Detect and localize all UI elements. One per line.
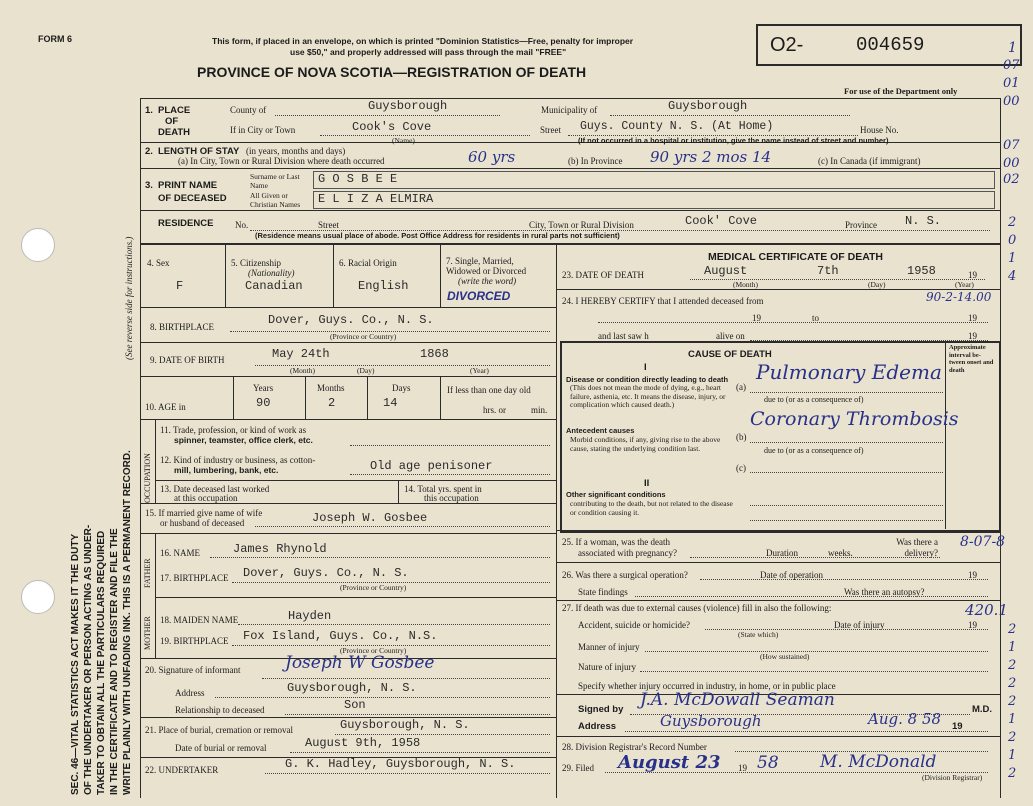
occ-15a: 15. If married give name of wife xyxy=(145,508,263,518)
father-birthplace-label: 17. BIRTHPLACE xyxy=(160,573,229,583)
side-instruction-3: TAKER TO OBTAIN ALL THE PARTICULARS REQUIRED xyxy=(96,530,107,795)
dob-value: May 24th xyxy=(272,347,330,361)
county-label: County of xyxy=(230,105,267,115)
other-label: Other significant conditions xyxy=(566,490,666,499)
city-value: Cook's Cove xyxy=(352,120,432,134)
years-label: Years xyxy=(253,383,274,393)
mother-maiden-value: Hayden xyxy=(288,609,332,623)
burial-date-value: August 9th, 1958 xyxy=(305,736,421,750)
father-side-line xyxy=(155,534,156,658)
undertaker-value: G. K. Hadley, Guysborough, N. S. xyxy=(285,757,516,771)
burial-place-line xyxy=(335,734,550,735)
occ-v xyxy=(398,480,399,503)
divider-residence xyxy=(140,243,1000,245)
months-label: Months xyxy=(317,383,345,393)
informant-addr: Guysborough, N. S. xyxy=(287,681,417,695)
marital-value: DIVORCED xyxy=(447,289,511,303)
name-label-2: OF DECEASED xyxy=(158,193,227,204)
margin-note-14: 2 xyxy=(1008,658,1017,673)
name-label-1: PRINT NAME xyxy=(158,180,218,191)
filed-year: 58 xyxy=(757,753,779,773)
race-value: English xyxy=(358,279,409,293)
cause-other-line1 xyxy=(750,505,943,506)
mother-maiden-line xyxy=(238,624,550,625)
county-value: Guysborough xyxy=(368,99,448,113)
frame-top xyxy=(140,98,1000,99)
personal-v2 xyxy=(333,245,334,307)
mail-notice-1: This form, if placed in an envelope, on which is printed "Dominion Statistics—Free, penalty for improper xyxy=(212,36,634,46)
filed-label: 29. Filed xyxy=(562,763,595,773)
name-caption: (Name) xyxy=(392,136,415,145)
surname-label: Surname or Last Name xyxy=(250,172,300,190)
margin-note-1: 1 xyxy=(1008,40,1017,56)
divider-26 xyxy=(556,600,1000,601)
last-saw-label: and last saw h xyxy=(598,331,649,341)
margin-note-8: 2 xyxy=(1008,215,1017,230)
margin-note-16: 2 xyxy=(1008,694,1017,709)
residence-note: (Residence means usual place of abode. Post Office Address for residents in rural parts not sufficient) xyxy=(255,231,620,240)
cause-b-value: Coronary Thrombosis xyxy=(750,408,959,430)
margin-note-3: 01 xyxy=(1003,76,1020,91)
pregnancy-label-2: associated with pregnancy? xyxy=(578,548,677,558)
nature-label: Nature of injury xyxy=(578,662,636,672)
death-sub-y: (Year) xyxy=(955,280,974,289)
doctor-address-line xyxy=(625,731,988,732)
age-v3 xyxy=(367,377,368,419)
findings-line xyxy=(635,596,988,597)
occupation-side: OCCUPATION xyxy=(143,453,152,503)
certify-line1 xyxy=(598,322,988,323)
stay-label: LENGTH OF STAY xyxy=(158,146,240,157)
name-num: 3. xyxy=(145,180,153,191)
muni-label: Municipality of xyxy=(541,105,598,115)
burial-place-value: Guysborough, N. S. xyxy=(340,718,470,732)
cause-b: (b) xyxy=(736,432,747,442)
death-date-label: 23. DATE OF DEATH xyxy=(562,270,644,280)
dob-sub-d: (Day) xyxy=(357,366,375,375)
accident-label: Accident, suicide or homicide? xyxy=(578,620,690,630)
age-days: 14 xyxy=(383,396,398,410)
cause-b-line xyxy=(750,442,943,443)
form-id: FORM 6 xyxy=(38,34,73,44)
mother-maiden-label: 18. MAIDEN NAME xyxy=(160,615,239,625)
signed-label: Signed by xyxy=(578,704,624,715)
findings-label: State findings xyxy=(578,587,628,597)
margin-note-5: 07 xyxy=(1003,138,1020,153)
external-note: 420.1 xyxy=(965,601,1008,619)
personal-v3 xyxy=(440,245,441,307)
marital-label-2: Widowed or Divorced xyxy=(446,266,527,276)
divider-cause xyxy=(556,530,1000,531)
age-v1 xyxy=(233,377,234,419)
registrar-signature: M. McDonald xyxy=(820,752,937,772)
occ-side-line xyxy=(155,420,156,503)
record-number-label: 28. Division Registrar's Record Number xyxy=(562,742,707,752)
death-day: 7th xyxy=(817,264,839,278)
given-value: E L I Z A ELMIRA xyxy=(318,192,434,206)
street-value: Guys. County N. S. (At Home) xyxy=(580,120,774,133)
margin-note-17: 1 xyxy=(1008,712,1017,727)
undertaker-line xyxy=(265,773,550,774)
days-label: Days xyxy=(392,383,411,393)
occ-12a: 12. Kind of industry or business, as cotton- xyxy=(160,455,316,465)
margin-note-10: 1 xyxy=(1008,251,1017,266)
filed-19: 19 xyxy=(738,763,747,773)
certify-19a: 19 xyxy=(752,313,761,323)
punch-hole-bottom xyxy=(21,580,55,614)
registration-number-box xyxy=(756,24,1022,66)
place-label-1: PLACE xyxy=(158,105,191,116)
injury-date-label: Date of injury xyxy=(834,620,885,630)
sex-value: F xyxy=(176,279,184,293)
surgery-line xyxy=(700,579,988,580)
weeks-label: weeks. xyxy=(828,548,853,558)
center-divider xyxy=(556,245,557,798)
surname-box xyxy=(313,171,995,189)
side-reverse-note: (See reverse side for instructions.) xyxy=(124,236,134,360)
street-label: Street xyxy=(540,125,561,135)
due-2: due to (or as a consequence of) xyxy=(764,446,864,455)
informant-addr-label: Address xyxy=(175,688,205,698)
dept-use-label: For use of the Department only xyxy=(844,86,958,96)
birthplace-value: Dover, Guys. Co., N. S. xyxy=(268,313,434,327)
stay-num: 2. xyxy=(145,146,153,157)
divider-occ xyxy=(140,503,556,504)
residence-label: RESIDENCE xyxy=(158,218,214,229)
father-name-label: 16. NAME xyxy=(160,548,200,558)
occ-12b: mill, lumbering, bank, etc. xyxy=(174,465,279,475)
father-birthplace-value: Dover, Guys. Co., N. S. xyxy=(243,566,409,580)
divider-dob xyxy=(140,376,556,377)
mother-birthplace-label: 19. BIRTHPLACE xyxy=(160,636,229,646)
medical-title: MEDICAL CERTIFICATE OF DEATH xyxy=(708,251,883,263)
burial-place-label: 21. Place of burial, cremation or removal xyxy=(145,725,293,735)
mother-birthplace-sub: (Province or Country) xyxy=(340,646,407,655)
direct-sub: (This does not mean the mode of dying, e.g., heart failure, asthenia, etc. It means the disease, injury, or complication which caused death.) xyxy=(570,383,726,409)
birthplace-sub: (Province or Country) xyxy=(330,332,397,341)
divider-father xyxy=(155,597,556,598)
certify-note: 90-2-14.00 xyxy=(926,290,992,304)
margin-note-7: 02 xyxy=(1003,172,1020,187)
stay-a-value: 60 yrs xyxy=(468,148,516,166)
mother-birthplace-value: Fox Island, Guys. Co., N.S. xyxy=(243,629,438,643)
undertaker-label: 22. UNDERTAKER xyxy=(145,765,219,775)
death-year: 1958 xyxy=(907,264,936,278)
occ-15-line xyxy=(255,526,550,527)
dob-sub-y: (Year) xyxy=(470,366,489,375)
mother-side-label: MOTHER xyxy=(143,616,152,650)
relationship-label: Relationship to deceased xyxy=(175,705,265,715)
stay-b-value: 90 yrs 2 mos 14 xyxy=(650,148,772,166)
side-instruction-2: OF THE UNDERTAKER OR PERSON ACTING AS UNDER- xyxy=(83,524,94,795)
mail-notice-2: use $50," and properly addressed will pass through the mail "FREE" xyxy=(290,47,567,57)
cause-a-line xyxy=(750,392,943,393)
citizenship-label: 5. Citizenship xyxy=(231,258,281,268)
cause-II: II xyxy=(644,478,650,489)
father-birthplace-sub: (Province or Country) xyxy=(340,583,407,592)
reg-prefix: O2- xyxy=(770,34,804,56)
punch-hole-top xyxy=(21,228,55,262)
occ-14b: this occupation xyxy=(424,493,479,503)
antecedent-sub: Morbid conditions, if any, giving rise to the above cause, stating the underlying condition last. xyxy=(570,435,721,453)
pregnancy-label-1: 25. If a woman, was the death xyxy=(562,537,670,547)
margin-note-19: 1 xyxy=(1008,748,1017,763)
how-sustained: (How sustained) xyxy=(760,652,810,661)
age-years: 90 xyxy=(256,396,271,410)
residence-city-value: Cook' Cove xyxy=(685,214,758,228)
certify-to: to xyxy=(812,313,820,323)
dob-sub-m: (Month) xyxy=(290,366,315,375)
filed-value: August 23 xyxy=(618,752,721,773)
given-label: All Given or Christian Names xyxy=(250,191,301,209)
doctor-address-value: Guysborough xyxy=(660,712,762,730)
informant-signature: Joseph W Gosbee xyxy=(285,653,435,673)
cause-c: (c) xyxy=(736,463,746,473)
occ-15b: or husband of deceased xyxy=(160,518,245,528)
dob-label: 9. DATE OF BIRTH xyxy=(150,355,225,365)
margin-note-13: 1 xyxy=(1008,640,1017,655)
interval-label: Approximate interval be- tween onset and death xyxy=(949,344,994,374)
less-day-label: If less than one day old xyxy=(447,385,531,395)
place-label-2: OF xyxy=(165,116,179,127)
occ-12-line xyxy=(350,474,550,475)
duration-label: Duration xyxy=(766,548,798,558)
occ-15-value: Joseph W. Gosbee xyxy=(312,511,428,525)
race-label: 6. Racial Origin xyxy=(339,258,397,268)
county-line xyxy=(275,115,500,116)
informant-addr-line xyxy=(215,697,550,698)
margin-note-6: 00 xyxy=(1003,156,1020,171)
doctor-address-label: Address xyxy=(578,721,617,732)
margin-note-12: 2 xyxy=(1008,622,1017,637)
cause-I: I xyxy=(644,362,647,373)
alive-19: 19 xyxy=(968,331,977,341)
divider-spouse xyxy=(140,533,556,534)
relationship-value: Son xyxy=(344,698,366,712)
age-v4 xyxy=(440,377,441,419)
personal-v1 xyxy=(225,245,226,307)
stay-sub: (in years, months and days) xyxy=(246,146,346,156)
residence-no-label: No. xyxy=(235,220,249,230)
stay-b-label: (b) In Province xyxy=(568,156,623,166)
burial-date-line xyxy=(290,752,550,753)
margin-note-2: 07 xyxy=(1003,58,1020,73)
external-label: 27. If death was due to external causes (violence) fill in also the following: xyxy=(562,603,832,613)
margin-note-18: 2 xyxy=(1008,730,1017,745)
dob-year: 1868 xyxy=(420,347,449,361)
muni-value: Guysborough xyxy=(668,99,748,113)
occ-11a: 11. Trade, profession, or kind of work as xyxy=(160,425,307,435)
citizenship-value: Canadian xyxy=(245,279,303,293)
doctor-date-19: 19 xyxy=(952,721,963,732)
delivery-label: Was there a delivery? xyxy=(896,537,938,558)
age-label: 10. AGE in xyxy=(145,402,186,412)
occ-13a: 13. Date deceased last worked xyxy=(160,484,270,494)
muni-line xyxy=(610,115,850,116)
divider-25 xyxy=(556,562,1000,563)
divider-sign xyxy=(556,736,1000,737)
personal-bottom xyxy=(140,307,556,308)
antecedent-label: Antecedent causes xyxy=(566,426,635,435)
cause-c-line xyxy=(750,472,943,473)
margin-note-4: 00 xyxy=(1003,94,1020,109)
occ-13b: at this occupation xyxy=(174,493,238,503)
informant-line xyxy=(262,678,550,679)
state-which: (State which) xyxy=(738,630,779,639)
death-19: 19 xyxy=(968,270,977,280)
reg-number: 004659 xyxy=(856,34,925,56)
city-label: If in City or Town xyxy=(230,125,296,135)
nature-line xyxy=(640,671,988,672)
occ-12-value: Old age penisoner xyxy=(370,459,493,473)
alive-label: alive on xyxy=(716,331,745,341)
divider-name xyxy=(140,210,1000,211)
pregnancy-note: 8-07-8 xyxy=(960,534,1006,550)
min-label: min. xyxy=(531,405,548,415)
certify-19b: 19 xyxy=(968,313,977,323)
surname-value: G O S B E E xyxy=(318,172,398,186)
other-sub: contributing to the death, but not related to the disease or condition causing it. xyxy=(570,499,733,517)
divider-age xyxy=(140,419,556,420)
pregnancy-line xyxy=(690,557,940,558)
margin-note-20: 2 xyxy=(1008,766,1017,781)
side-instruction-4: IN THE CERTIFICATE AND TO REGISTER AND FILE THE xyxy=(109,528,120,795)
residence-city-label: City, Town or Rural Division xyxy=(529,220,634,230)
cause-a-value: Pulmonary Edema xyxy=(756,360,942,384)
occ-11-line xyxy=(350,445,550,446)
hrs-label: hrs. or xyxy=(483,405,506,415)
marital-label-1: 7. Single, Married, xyxy=(446,256,514,266)
surgery-date-label: Date of operation xyxy=(760,570,823,580)
stay-a-label: (a) In City, Town or Rural Division where death occurred xyxy=(178,156,385,166)
surgery-label: 26. Was there a surgical operation? xyxy=(562,570,688,580)
sex-label: 4. Sex xyxy=(147,258,170,268)
margin-note-11: 4 xyxy=(1008,269,1017,284)
specify-label: Specify whether injury occurred in industry, in home, or in public place xyxy=(578,681,836,691)
hospital-note: (If not occurred in a hospital or institution, give the name instead of street and number) xyxy=(578,136,889,145)
father-name-value: James Rhynold xyxy=(233,542,327,556)
manner-label: Manner of injury xyxy=(578,642,640,652)
manner-line xyxy=(645,651,988,652)
frame-left xyxy=(140,98,141,798)
md-label: M.D. xyxy=(972,704,993,715)
certify-label: 24. I HEREBY CERTIFY that I attended deceased from xyxy=(562,296,764,306)
death-sub-m: (Month) xyxy=(733,280,758,289)
residence-prov-value: N. S. xyxy=(905,214,942,228)
divider-stay xyxy=(140,168,1000,169)
city-line xyxy=(320,135,530,136)
signed-signature: J.A. McDowall Seaman xyxy=(640,690,835,710)
residence-prov-label: Province xyxy=(845,220,877,230)
place-label-3: DEATH xyxy=(158,127,191,138)
relationship-line xyxy=(285,714,550,715)
father-name-line xyxy=(210,557,550,558)
cause-other-line2 xyxy=(750,520,943,521)
doctor-date-value: Aug. 8 58 xyxy=(868,710,942,728)
age-v2 xyxy=(305,377,306,419)
injury-19: 19 xyxy=(968,620,977,630)
citizenship-sub: (Nationality) xyxy=(248,268,295,278)
side-instruction-1: SEC. 46—VITAL STATISTICS ACT MAKES IT THE DUTY xyxy=(70,533,81,795)
father-side-label: FATHER xyxy=(143,558,152,588)
surgery-19: 19 xyxy=(968,570,977,580)
cause-a: (a) xyxy=(736,382,746,392)
side-instruction-6: WRITE PLAINLY WITH UNFADING INK. THIS IS A PERMANENT RECORD. xyxy=(122,450,133,795)
cause-interval-divider xyxy=(945,343,946,529)
burial-date-label: Date of burial or removal xyxy=(175,743,267,753)
due-1: due to (or as a consequence of) xyxy=(764,395,864,404)
age-months: 2 xyxy=(328,396,336,410)
house-label: House No. xyxy=(860,125,899,135)
residence-street-label: Street xyxy=(318,220,339,230)
occ-11b: spinner, teamster, office clerk, etc. xyxy=(174,435,313,445)
margin-note-9: 0 xyxy=(1008,233,1017,248)
margin-note-15: 2 xyxy=(1008,676,1017,691)
divider-birth xyxy=(140,342,556,343)
stay-c-label: (c) In Canada (if immigrant) xyxy=(818,156,921,166)
marital-label-3: (write the word) xyxy=(458,276,517,286)
death-month: August xyxy=(704,264,748,278)
registrar-label: (Division Registrar) xyxy=(922,773,983,782)
place-num: 1. xyxy=(145,105,153,116)
birthplace-label: 8. BIRTHPLACE xyxy=(150,322,214,332)
occ-divider xyxy=(155,480,556,481)
informant-label: 20. Signature of informant xyxy=(145,665,241,675)
occ-14a: 14. Total yrs. spent in xyxy=(404,484,482,494)
direct-label: Disease or condition directly leading to death xyxy=(566,375,729,384)
cause-title: CAUSE OF DEATH xyxy=(688,349,772,360)
autopsy-label: Was there an autopsy? xyxy=(844,587,925,597)
death-sub-d: (Day) xyxy=(868,280,886,289)
page-title: PROVINCE OF NOVA SCOTIA—REGISTRATION OF DEATH xyxy=(197,64,587,80)
